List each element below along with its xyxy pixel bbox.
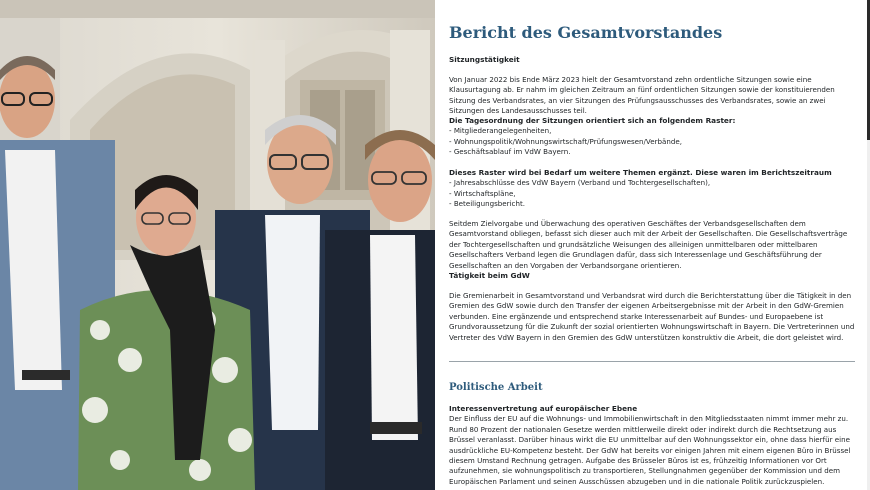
report-content (449, 0, 855, 490)
gdw-body (449, 291, 855, 343)
paragraph: Von Januar 2022 bis Ende März 2023 hielt der Gesamtvorstand zehn ordentliche Sitzungen sowie eine Klausurtagung ab. Er nahm im gleichen Zeitraum an fünf ordentlichen Sitzungen sowie der konstituierenden Sitzung des Verbandsrates, an vier Sitzungen des Prüfungsausschusses des Verbandsrates, sowie an zwei Sitzungen des Landesausschusses teil. (449, 75, 835, 116)
section-sitzung (449, 55, 855, 65)
bedarf-body (449, 219, 855, 271)
section-title-politik: Politische Arbeit (449, 382, 543, 393)
section-gdw (449, 271, 855, 281)
paragraph: Seitdem Zielvorgabe und Überwachung des operativen Geschäftes der Verbandsgesellschaften dem Gesamtvorstand obliegen, befasst sich dieser auch mit der Arbeit der Gesellschaften. Die Gesellschaftsverträge der Tochtergesellschaften und grundsätzliche Weisungen des alleinigen unmittelbaren oder mittelbaren Gesellschafters Verband legen die Grundlagen dafür, dass sich Interessenlage und Geschäftsführung der Gesellschaften an den Vorgaben der Verbandsorgane orientieren. (449, 219, 848, 270)
section-raster (449, 116, 855, 158)
section-divider (449, 361, 855, 362)
section-heading: Tätigkeit beim GdW (449, 271, 530, 280)
list-item: - Jahresabschlüsse des VdW Bayern (Verband und Tochtergesellschaften), (449, 178, 711, 188)
paragraph: Der Einfluss der EU auf die Wohnungs- und Immobilienwirtschaft in den Mitgliedsstaaten nimmt immer mehr zu. Rund 80 Prozent der nationalen Gesetze werden mittlerweile direkt oder indirekt durch die Rechtsetzung aus Brüssel veranlasst. Darüber hinaus wirkt die EU unmittelbar auf den Wohnungssektor ein, ohne dass hierfür eine ausdrückliche EU-Kompetenz besteht. Der GdW hat bereits vor einigen Jahren mit einem eigenen Büro in Brüssel diesem Umstand Rechnung getragen. Aufgabe des Brüsseler Büros ist es, frühzeitig Informationen vor Ort aufzunehmen, sie wohnungspolitisch zu transportieren, Stellungnahmen gegenüber der Kommission und dem Europäischen Parlament und seinen Ausschüssen abzugeben und in die nationale Politik zurückzuspielen. (449, 414, 851, 486)
section-heading: Interessenvertretung auf europäischer Ebene (449, 404, 638, 413)
section-politik (449, 404, 855, 487)
section-heading: Dieses Raster wird bei Bedarf um weitere Themen ergänzt. Diese waren im Berichtszeitraum (449, 168, 832, 177)
section-heading: Sitzungstätigkeit (449, 55, 520, 64)
sitzung-body (449, 75, 855, 117)
section-bedarf (449, 168, 855, 210)
list-item: - Beteiligungsbericht. (449, 199, 525, 209)
list-item: - Mitgliederangelegenheiten, (449, 126, 552, 136)
section-heading: Die Tagesordnung der Sitzungen orientiert sich an folgendem Raster: (449, 116, 736, 125)
list-item: - Geschäftsablauf im VdW Bayern. (449, 147, 571, 157)
page-title: Bericht des Gesamtvorstandes (449, 23, 723, 42)
list-item: - Wohnungspolitik/Wohnungswirtschaft/Prüfungswesen/Verbände, (449, 136, 682, 146)
list-item: - Wirtschaftspläne, (449, 188, 516, 198)
paragraph: Die Gremienarbeit in Gesamtvorstand und Verbandsrat wird durch die Berichterstattung über die Tätigkeit in den Gremien des GdW sowie durch den Transfer der eigenen Arbeitsergebnisse mit der Arbeit in den GdW-Gremien verbunden. Eine ergänzende und entsprechend starke Interessenarbeit auf Bundes- und Europaebene ist Grundvoraussetzung für die Zukunft der sozial orientierten Wohnungswirtschaft in Bayern. Die Vertreterinnen und Vertreter des VdW Bayern in den Gremien des GdW unterstützen konstruktiv die Arbeit, die dort geleistet wird. (449, 291, 855, 342)
